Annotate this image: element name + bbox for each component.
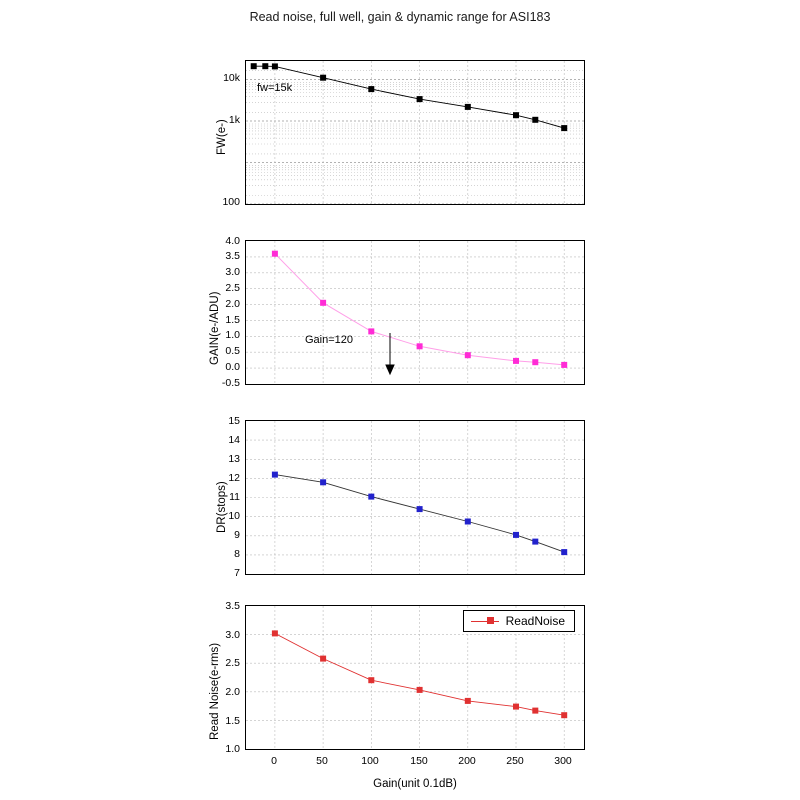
legend-label-readnoise: ReadNoise (505, 614, 565, 628)
y-tick-dr-10: 10 (228, 510, 240, 522)
y-tick-dr-14: 14 (228, 434, 240, 446)
annotation-fw: fw=15k (257, 82, 293, 94)
y-tick-rn-1.0: 1.0 (225, 743, 240, 755)
y-tick-dr-8: 8 (234, 548, 240, 560)
x-tick-100: 100 (361, 755, 379, 767)
y-tick-dr-9: 9 (234, 529, 240, 541)
y-tick-gain-0.5: 0.5 (225, 345, 240, 357)
y-tick-gain-1.0: 1.0 (225, 329, 240, 341)
y-tick-gain-neg0.5: -0.5 (221, 377, 240, 389)
y-tick-gain-1.5: 1.5 (225, 314, 240, 326)
plot-area-gain (245, 240, 585, 385)
plot-svg-fw (246, 61, 584, 204)
page-title: Read noise, full well, gain & dynamic range for ASI183 (249, 10, 551, 24)
plot-area-dr (245, 420, 585, 575)
y-axis-label-fw: FW(e-) (216, 119, 228, 155)
y-tick-fw-1k: 1k (228, 114, 240, 126)
y-tick-gain-0.0: 0.0 (225, 361, 240, 373)
plot-svg-dr (246, 421, 584, 574)
y-tick-rn-2.0: 2.0 (225, 686, 240, 698)
x-tick-150: 150 (410, 755, 428, 767)
x-tick-250: 250 (506, 755, 524, 767)
x-tick-200: 200 (458, 755, 476, 767)
y-tick-gain-4.0: 4.0 (225, 235, 240, 247)
y-axis-label-gain: GAIN(e-/ADU) (209, 291, 221, 365)
legend-readnoise (463, 610, 575, 632)
y-tick-gain-2.5: 2.5 (225, 282, 240, 294)
y-tick-fw-100: 100 (222, 196, 240, 208)
y-tick-dr-11: 11 (229, 491, 240, 503)
y-tick-gain-2.0: 2.0 (225, 298, 240, 310)
y-tick-rn-2.5: 2.5 (225, 657, 240, 669)
x-tick-300: 300 (554, 755, 572, 767)
y-tick-fw-10k: 10k (223, 72, 240, 84)
legend-marker-readnoise (471, 616, 499, 626)
y-tick-dr-12: 12 (228, 472, 240, 484)
y-tick-dr-13: 13 (228, 453, 240, 465)
y-tick-dr-7: 7 (234, 567, 240, 579)
annotation-gain: Gain=120 (305, 334, 354, 346)
plot-svg-gain (246, 241, 584, 384)
y-axis-label-dr: DR(stops) (216, 481, 228, 533)
x-axis-label: Gain(unit 0.1dB) (373, 778, 457, 790)
y-tick-gain-3.0: 3.0 (225, 266, 240, 278)
y-tick-rn-3.0: 3.0 (225, 629, 240, 641)
plot-area-fw (245, 60, 585, 205)
y-tick-rn-1.5: 1.5 (225, 715, 240, 727)
y-tick-rn-3.5: 3.5 (225, 600, 240, 612)
x-tick-50: 50 (316, 755, 328, 767)
x-tick-0: 0 (271, 755, 277, 767)
y-tick-dr-15: 15 (228, 415, 240, 427)
y-tick-gain-3.5: 3.5 (225, 250, 240, 262)
y-axis-label-readnoise: Read Noise(e-rms) (209, 642, 221, 740)
